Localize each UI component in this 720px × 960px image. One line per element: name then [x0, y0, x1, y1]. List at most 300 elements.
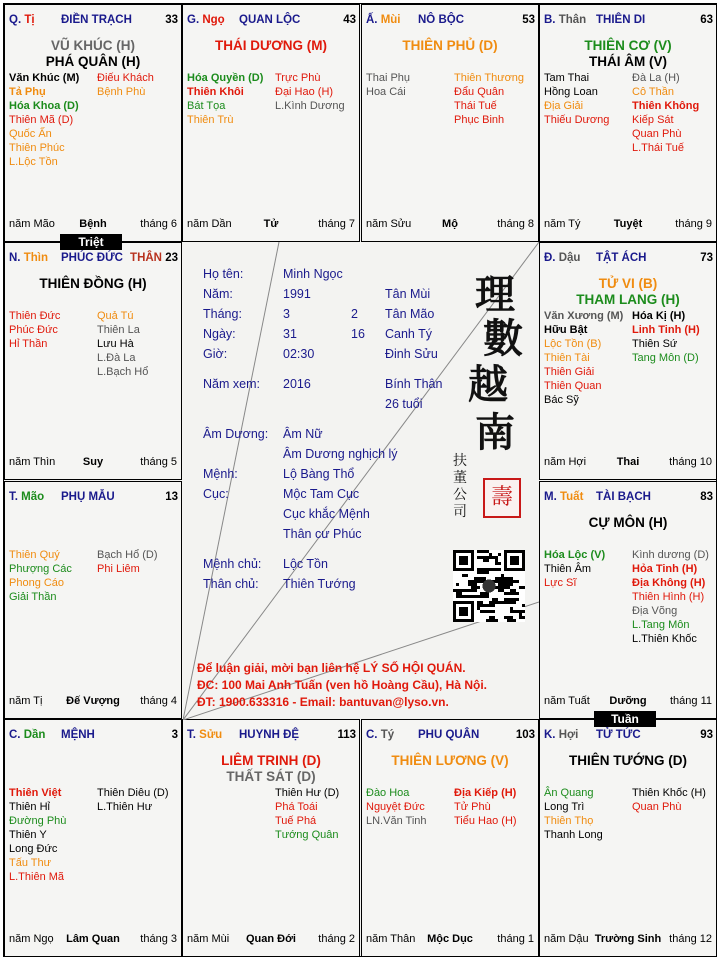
- palace-ty2[interactable]: [361, 719, 539, 957]
- minor-star: Tam Thai: [544, 72, 590, 84]
- palace-year: năm Hợi: [544, 456, 587, 468]
- earthly-branch: Thân: [558, 14, 587, 26]
- major-stars: [540, 276, 716, 308]
- minor-star: Bát Tọa: [187, 100, 226, 112]
- minor-star: Bạch Hổ (D): [97, 549, 158, 561]
- minor-star: Kiếp Sát: [632, 114, 674, 126]
- minor-star: Thiên Giải: [544, 366, 595, 378]
- major-stars: [540, 38, 716, 70]
- palace-number: 103: [515, 729, 535, 741]
- minor-stars-left: [544, 786, 632, 842]
- palace-name: THIÊN DI: [596, 14, 646, 26]
- palace-name: MỆNH: [61, 729, 95, 741]
- minor-star: Hữu Bật: [544, 324, 588, 336]
- heavenly-stem: Q.: [9, 14, 22, 26]
- calligraphy-sub-char: 司: [453, 504, 467, 520]
- palace-name: PHỤ MẪU: [61, 491, 115, 503]
- palace-header: [187, 14, 356, 28]
- menh-chu: Lộc Tồn: [283, 557, 328, 571]
- minor-star: L.Thiên Hư: [97, 801, 153, 813]
- minor-star: Thiên Diêu (D): [97, 787, 169, 799]
- minor-star: L.Đà La: [97, 352, 136, 364]
- palace-position: [544, 14, 586, 26]
- palace-stage: Mộ: [442, 218, 458, 230]
- palace-number: 113: [337, 729, 356, 741]
- minor-star: Trực Phù: [275, 72, 321, 84]
- heavenly-stem: N.: [9, 252, 21, 264]
- calligraphy-char: 理: [475, 271, 515, 318]
- palace-name: PHU QUÂN: [418, 729, 480, 741]
- minor-star: Quan Phù: [632, 128, 682, 140]
- heavenly-stem: M.: [544, 491, 557, 503]
- heavenly-stem: G.: [187, 14, 200, 26]
- info-label: Cục:: [203, 487, 229, 501]
- minor-star: Tiểu Hao (H): [454, 815, 517, 827]
- minor-stars-left: [9, 786, 97, 884]
- age: 26 tuổi: [385, 397, 423, 411]
- minor-star: Phong Cáo: [9, 577, 65, 589]
- minor-star: Đường Phù: [9, 815, 67, 827]
- minor-star: Thiên Thương: [454, 72, 525, 84]
- info-value: Minh Ngọc: [283, 267, 343, 281]
- major-stars: [5, 276, 181, 292]
- minor-star: Hóa Lộc (V): [544, 549, 606, 561]
- palace-month: tháng 8: [497, 218, 534, 230]
- earthly-branch: Hợi: [558, 729, 579, 741]
- heavenly-stem: T.: [187, 729, 196, 741]
- minor-star: Thiên Đức: [9, 310, 61, 322]
- minor-star: Thiên Phúc: [9, 142, 65, 154]
- minor-star: Thiên Thọ: [544, 815, 594, 827]
- minor-star: Thiên Khôi: [187, 86, 244, 98]
- minor-star: Quốc Ấn: [9, 128, 52, 140]
- info-canchi: Tân Mão: [385, 307, 435, 321]
- minor-star: Tử Phù: [454, 801, 491, 813]
- contact-line: ĐC: 100 Mai Anh Tuấn (ven hồ Hoàng Cầu), Hà Nội.: [197, 678, 488, 692]
- cuc-note: Cục khắc Mệnh: [283, 507, 370, 521]
- minor-star: Long Đức: [9, 843, 58, 855]
- major-star: THIÊN LƯƠNG (V): [391, 753, 509, 768]
- palace-stage: Thai: [616, 456, 640, 468]
- minor-star: Phá Toái: [275, 801, 318, 813]
- palace-year: năm Mùi: [187, 933, 230, 945]
- info-label: Họ tên:: [203, 267, 244, 281]
- info-canchi: Canh Tý: [385, 327, 433, 341]
- calligraphy-char: 數: [483, 315, 523, 362]
- major-star: THAM LANG (H): [576, 292, 680, 307]
- info-value: 1991: [283, 287, 311, 301]
- minor-star: Giải Thần: [9, 591, 57, 603]
- minor-star: Lưu Hà: [97, 338, 134, 350]
- palace-number: 63: [700, 14, 713, 26]
- info-value: 3: [283, 307, 290, 321]
- than-chu: Thiên Tướng: [283, 577, 356, 591]
- info-lunar: 16: [351, 327, 365, 341]
- palace-header: [366, 14, 535, 28]
- qr-code-icon[interactable]: [453, 550, 525, 625]
- major-star: THẤT SÁT (D): [226, 769, 316, 784]
- minor-star: Hồng Loan: [544, 86, 598, 98]
- minor-star: L.Kình Dương: [275, 100, 345, 112]
- earthly-branch: Tý: [380, 729, 395, 741]
- minor-star: L.Thái Tuế: [632, 142, 684, 154]
- palace-mui[interactable]: [361, 4, 539, 242]
- palace-stage: Lâm Quan: [66, 933, 120, 945]
- minor-stars-right: [97, 309, 181, 379]
- minor-star: Thanh Long: [544, 829, 603, 841]
- triet-marker: Triệt: [60, 234, 122, 250]
- minor-star: Hoa Cái: [366, 86, 406, 98]
- center-panel: [183, 242, 539, 720]
- palace-number: 23: [165, 252, 178, 264]
- palace-header: [544, 14, 713, 28]
- info-label: Năm xem:: [203, 377, 260, 391]
- palace-name: TỬ TỨC: [596, 729, 641, 741]
- minor-stars-right: [632, 309, 716, 365]
- minor-star: Cô Thần: [632, 86, 674, 98]
- palace-stage: Dưỡng: [609, 695, 647, 707]
- heavenly-stem: C.: [366, 729, 378, 741]
- major-star: THIÊN CƠ (V): [584, 38, 672, 53]
- minor-stars-left: [187, 71, 275, 127]
- info-label: Ngày:: [203, 327, 236, 341]
- major-star: VŨ KHÚC (H): [51, 38, 135, 53]
- minor-star: Thiếu Dương: [544, 114, 610, 126]
- horoscope-chart: [3, 3, 717, 957]
- minor-star: Địa Kiếp (H): [454, 787, 517, 799]
- minor-star: Địa Không (H): [632, 577, 706, 589]
- palace-number: 83: [700, 491, 713, 503]
- major-star: LIÊM TRINH (D): [221, 753, 321, 768]
- minor-star: Long Trì: [544, 801, 585, 813]
- minor-stars-right: [632, 548, 716, 646]
- minor-star: L.Lộc Tồn: [9, 156, 58, 168]
- minor-stars-left: [544, 548, 632, 590]
- palace-name: NÔ BỘC: [418, 14, 464, 26]
- palace-month: tháng 5: [140, 456, 177, 468]
- palace-position: [9, 729, 45, 741]
- minor-star: Quả Tú: [97, 310, 134, 322]
- minor-star: Thiên Tài: [544, 352, 590, 364]
- palace-month: tháng 6: [140, 218, 177, 230]
- birth-info: [203, 264, 453, 594]
- calligraphy-sub-char: 扶: [453, 453, 467, 469]
- minor-star: Địa Giải: [544, 100, 584, 112]
- palace-thin[interactable]: [4, 242, 182, 480]
- minor-stars-left: [544, 71, 632, 127]
- minor-star: Văn Xương (M): [544, 310, 624, 322]
- palace-stage: Mộc Dục: [427, 933, 473, 945]
- palace-footer: [366, 933, 534, 947]
- palace-month: tháng 9: [675, 218, 712, 230]
- minor-star: Thiên La: [97, 324, 140, 336]
- minor-star: Đào Hoa: [366, 787, 410, 799]
- minor-star: Thiên Hình (H): [632, 591, 705, 603]
- major-star: CỰ MÔN (H): [588, 515, 668, 530]
- palace-header: [544, 491, 713, 505]
- heavenly-stem: T.: [9, 491, 18, 503]
- palace-position: [544, 491, 583, 503]
- palace-year: năm Mão: [9, 218, 55, 230]
- palace-month: tháng 7: [318, 218, 355, 230]
- minor-star: L.Thiên Khốc: [632, 633, 697, 645]
- earthly-branch: Tị: [24, 14, 35, 26]
- info-label: Tháng:: [203, 307, 242, 321]
- calligraphy-sub-char: 公: [453, 487, 467, 503]
- tuan-marker: Tuần: [594, 711, 656, 727]
- palace-footer: [544, 933, 712, 947]
- palace-stage: Đế Vượng: [66, 695, 120, 707]
- major-star: THIÊN TƯỚNG (D): [569, 753, 687, 768]
- palace-footer: [187, 218, 355, 232]
- palace-name: HUYNH ĐỆ: [239, 729, 300, 741]
- palace-name: QUAN LỘC: [239, 14, 301, 26]
- palace-ty[interactable]: [4, 4, 182, 242]
- minor-stars-right: [97, 71, 181, 99]
- palace-footer: [9, 695, 177, 709]
- major-stars: [183, 753, 359, 785]
- minor-star: Thiên Khốc (H): [632, 787, 706, 799]
- minor-star: Nguyệt Đức: [366, 801, 425, 813]
- minor-star: L.Thiên Mã: [9, 871, 65, 883]
- palace-header: [9, 14, 178, 28]
- minor-star: Ân Quang: [544, 787, 594, 799]
- minor-star: Tang Môn (D): [632, 352, 699, 364]
- calligraphy-char: 南: [475, 409, 515, 456]
- minor-star: Đà La (H): [632, 72, 680, 84]
- view-year-canchi: Bính Thân: [385, 377, 443, 391]
- minor-star: Thiên Hư (D): [275, 787, 340, 799]
- palace-number: 13: [165, 491, 178, 503]
- minor-star: Thiên Hỉ: [9, 801, 50, 813]
- calligraphy-sub-char: 董: [453, 470, 467, 486]
- palace-footer: [366, 218, 534, 232]
- palace-year: năm Thìn: [9, 456, 56, 468]
- contact-line: Để luận giải, mời bạn liên hệ LÝ SỐ HỘI QUÁN.: [197, 661, 466, 675]
- palace-number: 93: [700, 729, 713, 741]
- info-label: Năm:: [203, 287, 233, 301]
- palace-number: 3: [171, 729, 178, 741]
- palace-position: [544, 729, 578, 741]
- minor-star: Thiên Mã (D): [9, 114, 74, 126]
- minor-stars-right: [97, 548, 181, 576]
- minor-star: L.Tang Môn: [632, 619, 690, 631]
- minor-star: Thiên Việt: [9, 787, 62, 799]
- minor-star: Phúc Đức: [9, 324, 58, 336]
- minor-star: Thiên Quan: [544, 380, 602, 392]
- palace-suu[interactable]: [182, 719, 360, 957]
- minor-star: Thiên Âm: [544, 563, 592, 575]
- minor-star: Linh Tinh (H): [632, 324, 700, 336]
- palace-year: năm Tị: [9, 695, 43, 707]
- palace-position: [366, 729, 394, 741]
- major-stars: [540, 753, 716, 769]
- palace-header: [9, 729, 178, 743]
- minor-star: Tấu Thư: [9, 857, 52, 869]
- minor-star: Thiên Trù: [187, 114, 234, 126]
- minor-star: Lộc Tồn (B): [544, 338, 602, 350]
- palace-month: tháng 2: [318, 933, 355, 945]
- minor-star: Đẩu Quân: [454, 86, 505, 98]
- palace-year: năm Tuất: [544, 695, 590, 707]
- major-stars: [183, 38, 359, 54]
- minor-stars-right: [632, 786, 716, 814]
- minor-star: Tướng Quân: [275, 829, 339, 841]
- palace-year: năm Dần: [187, 218, 232, 230]
- minor-star: Thiên Y: [9, 829, 47, 841]
- info-value: 02:30: [283, 347, 315, 361]
- palace-stage: Quan Đới: [246, 933, 296, 945]
- info-canchi: Tân Mùi: [385, 287, 431, 301]
- palace-position: [366, 14, 401, 26]
- heavenly-stem: Đ.: [544, 252, 556, 264]
- major-stars: [362, 38, 538, 54]
- contact-info: [197, 660, 537, 711]
- minor-stars-right: [275, 786, 359, 842]
- minor-star: L.Bạch Hổ: [97, 366, 149, 378]
- palace-name: TÀI BẠCH: [596, 491, 651, 503]
- minor-star: Quan Phù: [632, 801, 682, 813]
- palace-header: [9, 491, 178, 505]
- minor-star: Thiên Quý: [9, 549, 60, 561]
- minor-star: Phục Binh: [454, 114, 505, 126]
- palace-footer: [9, 933, 177, 947]
- minor-stars-left: [366, 786, 454, 828]
- minor-star: Lực Sĩ: [544, 577, 577, 589]
- minor-stars-left: [366, 71, 454, 99]
- info-canchi: Đinh Sửu: [385, 347, 438, 361]
- major-star: THÁI DƯƠNG (M): [215, 38, 327, 53]
- minor-star: Bệnh Phù: [97, 86, 146, 98]
- major-stars: [362, 753, 538, 769]
- minor-star: Thai Phụ: [366, 72, 411, 84]
- palace-month: tháng 1: [497, 933, 534, 945]
- palace-position: [9, 491, 44, 503]
- major-star: THÁI ÂM (V): [589, 54, 667, 69]
- than-tag: THÂN: [130, 252, 162, 264]
- palace-than[interactable]: [539, 4, 717, 242]
- palace-month: tháng 4: [140, 695, 177, 707]
- major-star: TỬ VI (B): [598, 276, 658, 291]
- palace-stage: Bệnh: [79, 218, 107, 230]
- minor-star: Thiên Không: [632, 100, 700, 112]
- palace-month: tháng 11: [669, 695, 712, 707]
- minor-star: Văn Khúc (M): [9, 72, 80, 84]
- palace-header: [187, 729, 356, 743]
- palace-month: tháng 10: [669, 456, 712, 468]
- minor-star: Hỏa Tinh (H): [632, 563, 698, 575]
- palace-dau[interactable]: [539, 242, 717, 480]
- minor-stars-right: [454, 71, 538, 127]
- palace-tuat[interactable]: [539, 481, 717, 719]
- heavenly-stem: B.: [544, 14, 556, 26]
- palace-year: năm Thân: [366, 933, 416, 945]
- palace-stage: Trường Sinh: [594, 933, 662, 945]
- info-label: Âm Dương:: [203, 427, 269, 441]
- menh: Lộ Bàng Thổ: [283, 467, 355, 481]
- palace-ngo[interactable]: [182, 4, 360, 242]
- palace-name: TẬT ÁCH: [596, 252, 647, 264]
- minor-star: Phi Liêm: [97, 563, 140, 575]
- minor-star: Hóa Khoa (D): [9, 100, 79, 112]
- palace-footer: [544, 695, 712, 709]
- minor-stars-right: [97, 786, 181, 814]
- palace-position: [544, 252, 580, 264]
- minor-stars-left: [9, 548, 97, 604]
- palace-number: 43: [343, 14, 356, 26]
- palace-position: [187, 729, 222, 741]
- minor-star: Phượng Các: [9, 563, 72, 575]
- earthly-branch: Mão: [21, 491, 45, 503]
- minor-star: Địa Võng: [632, 605, 678, 617]
- palace-number: 53: [522, 14, 535, 26]
- palace-position: [9, 14, 35, 26]
- palace-stage: Tử: [263, 218, 279, 230]
- palace-position: [187, 14, 225, 26]
- am-duong: Âm Nữ: [283, 427, 323, 441]
- earthly-branch: Thìn: [23, 252, 48, 264]
- major-stars: [5, 38, 181, 70]
- palace-header: [544, 252, 713, 266]
- am-duong-note: Âm Dương nghịch lý: [283, 447, 398, 461]
- palace-year: năm Tý: [544, 218, 581, 230]
- palace-year: năm Ngọ: [9, 933, 54, 945]
- minor-star: Điếu Khách: [97, 72, 154, 84]
- earthly-branch: Mùi: [380, 14, 401, 26]
- palace-month: tháng 3: [140, 933, 177, 945]
- palace-header: [9, 252, 178, 266]
- palace-header: [366, 729, 535, 743]
- minor-star: Thiên Sứ: [632, 338, 678, 350]
- minor-star: Hóa Quyền (D): [187, 72, 264, 84]
- palace-footer: [544, 456, 712, 470]
- minor-star: Hỉ Thần: [9, 338, 48, 350]
- info-value: 31: [283, 327, 297, 341]
- palace-mao[interactable]: [4, 481, 182, 719]
- earthly-branch: Tuất: [559, 491, 584, 503]
- info-label: Giờ:: [203, 347, 228, 361]
- minor-star: Bác Sỹ: [544, 394, 579, 406]
- than-cu-note: Thân cư Phúc: [283, 527, 362, 541]
- contact-line: ĐT: 1900.633316 - Email: bantuvan@lyso.vn.: [197, 695, 449, 709]
- major-star: THIÊN PHỦ (D): [402, 38, 498, 53]
- major-star: THIÊN ĐỒNG (H): [39, 276, 147, 291]
- major-stars: [540, 515, 716, 531]
- info-label: Thân chủ:: [203, 577, 259, 591]
- earthly-branch: Dậu: [558, 252, 581, 264]
- palace-hoi[interactable]: [539, 719, 717, 957]
- palace-dan[interactable]: [4, 719, 182, 957]
- palace-footer: [187, 933, 355, 947]
- minor-stars-left: [9, 71, 97, 169]
- view-year: 2016: [283, 377, 311, 391]
- palace-number: 33: [165, 14, 178, 26]
- major-star: PHÁ QUÂN (H): [45, 54, 141, 69]
- palace-footer: [9, 218, 177, 232]
- info-label: Mệnh:: [203, 467, 238, 481]
- minor-star: Kình dương (D): [632, 549, 709, 561]
- earthly-branch: Sửu: [199, 729, 223, 741]
- minor-stars-right: [454, 786, 538, 828]
- minor-star: Đại Hao (H): [275, 86, 334, 98]
- palace-footer: [544, 218, 712, 232]
- minor-stars-left: [9, 309, 97, 351]
- palace-year: năm Sửu: [366, 218, 412, 230]
- earthly-branch: Ngọ: [202, 14, 225, 26]
- minor-stars-right: [275, 71, 359, 113]
- palace-year: năm Dậu: [544, 933, 589, 945]
- palace-position: [9, 252, 48, 264]
